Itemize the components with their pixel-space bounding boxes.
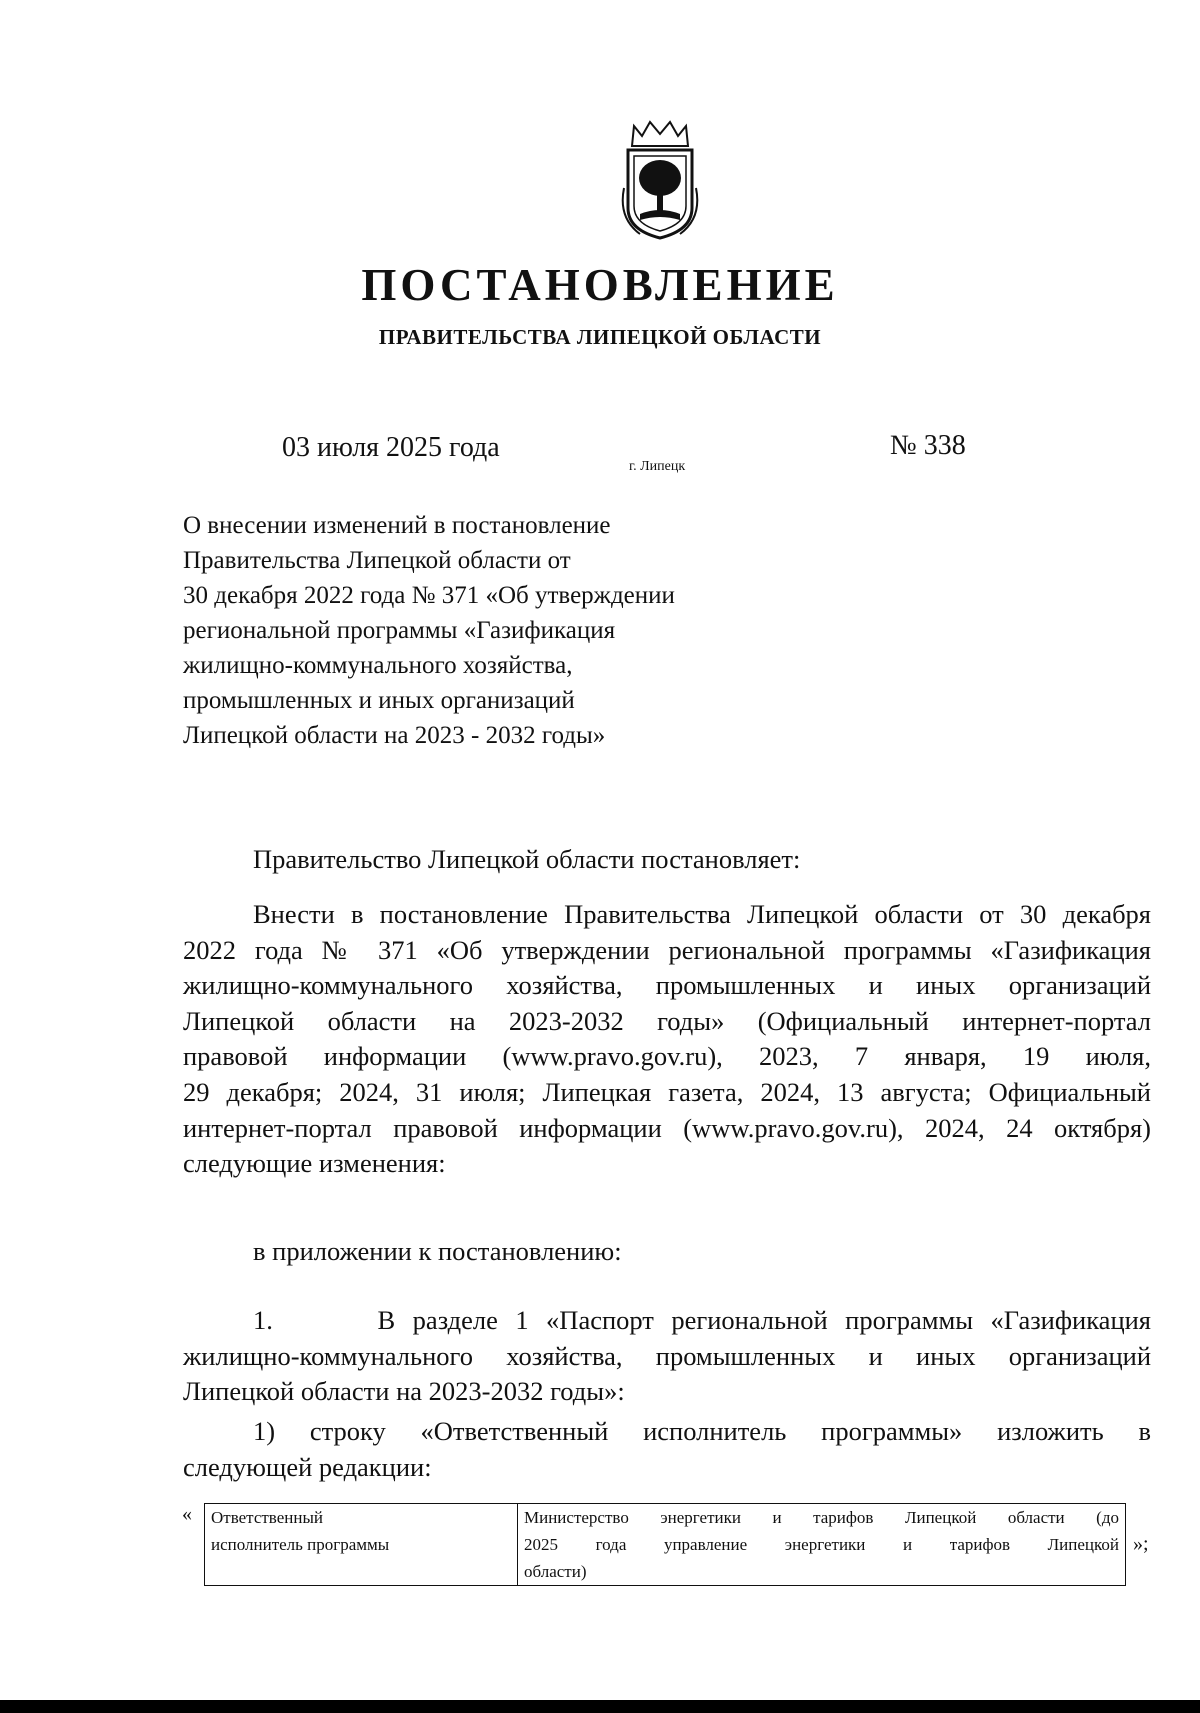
paragraph-amendment xyxy=(183,897,1151,1182)
decree-line xyxy=(183,842,1151,878)
heading-line: Правительства Липецкой области от xyxy=(183,547,571,574)
item-line: жилищно-коммунального хозяйства, промышленных и иных организаций xyxy=(183,1340,1151,1371)
scan-bottom-edge xyxy=(0,1700,1200,1713)
cell-line: 2025 года управление энергетики и тарифов Липецкой xyxy=(524,1535,1119,1554)
document-type-title: ПОСТАНОВЛЕНИЕ xyxy=(361,260,839,310)
paragraph-line: Внести в постановление Правительства Липецкой области от 30 декабря xyxy=(253,899,1151,929)
amendment-table xyxy=(204,1503,1126,1586)
paragraph-line: интернет-портал правовой информации (www.pravo.gov.ru), 2024, 24 октября) xyxy=(183,1112,1151,1143)
heading-line: региональной программы «Газификация xyxy=(183,617,616,644)
document-city: г. Липецк xyxy=(629,459,686,474)
paragraph-line: жилищно-коммунального хозяйства, промышленных и иных организаций xyxy=(183,970,1151,1001)
item-1 xyxy=(183,1303,1151,1410)
annex-line xyxy=(183,1234,1151,1270)
item-1-1 xyxy=(183,1414,1151,1485)
heading-line: О внесении изменений в постановление xyxy=(183,512,611,539)
paragraph-line: Липецкой области на 2023-2032 годы» (Официальный интернет-портал xyxy=(183,1005,1151,1036)
issuer-subtitle: ПРАВИТЕЛЬСТВА ЛИПЕЦКОЙ ОБЛАСТИ xyxy=(378,325,822,349)
table-cell-label xyxy=(205,1504,518,1586)
paragraph-line: правовой информации (www.pravo.gov.ru), 2023, 7 января, 19 июля, xyxy=(183,1041,1151,1072)
cell-line: исполнитель программы xyxy=(211,1535,390,1554)
item-line: 1. В разделе 1 «Паспорт региональной программы «Газификация xyxy=(253,1305,1151,1335)
document-date: 03 июля 2025 года xyxy=(282,432,500,463)
table-row xyxy=(205,1504,1126,1586)
cell-line: Ответственный xyxy=(211,1508,323,1527)
item-line: Липецкой области на 2023-2032 годы»: xyxy=(183,1376,625,1407)
heading-line: промышленных и иных организаций xyxy=(183,687,575,714)
close-quote: »; xyxy=(1133,1533,1149,1555)
open-quote: « xyxy=(182,1503,192,1525)
item-line: 1) строку «Ответственный исполнитель программы» изложить в xyxy=(253,1416,1151,1446)
paragraph-line: 2022 года № 371 «Об утверждении региональной программы «Газификация xyxy=(183,934,1151,965)
decree-text: Правительство Липецкой области постановляет: xyxy=(253,844,801,874)
heading-line: жилищно-коммунального хозяйства, xyxy=(183,652,573,679)
item-line: следующей редакции: xyxy=(183,1451,432,1482)
paragraph-line: 29 декабря; 2024, 31 июля; Липецкая газета, 2024, 13 августа; Официальный xyxy=(183,1076,1151,1107)
heading-line: Липецкой области на 2023 - 2032 годы» xyxy=(183,722,606,749)
document-number: № 338 xyxy=(890,430,966,461)
cell-line: Министерство энергетики и тарифов Липецкой области (до xyxy=(524,1508,1119,1527)
cell-line: области) xyxy=(524,1562,587,1581)
paragraph-line: следующие изменения: xyxy=(183,1148,446,1179)
table-cell-value xyxy=(518,1504,1126,1586)
coat-of-arms-icon xyxy=(620,118,700,243)
document-heading xyxy=(183,508,783,753)
annex-text: в приложении к постановлению: xyxy=(253,1236,622,1266)
heading-line: 30 декабря 2022 года № 371 «Об утверждении xyxy=(183,582,675,609)
